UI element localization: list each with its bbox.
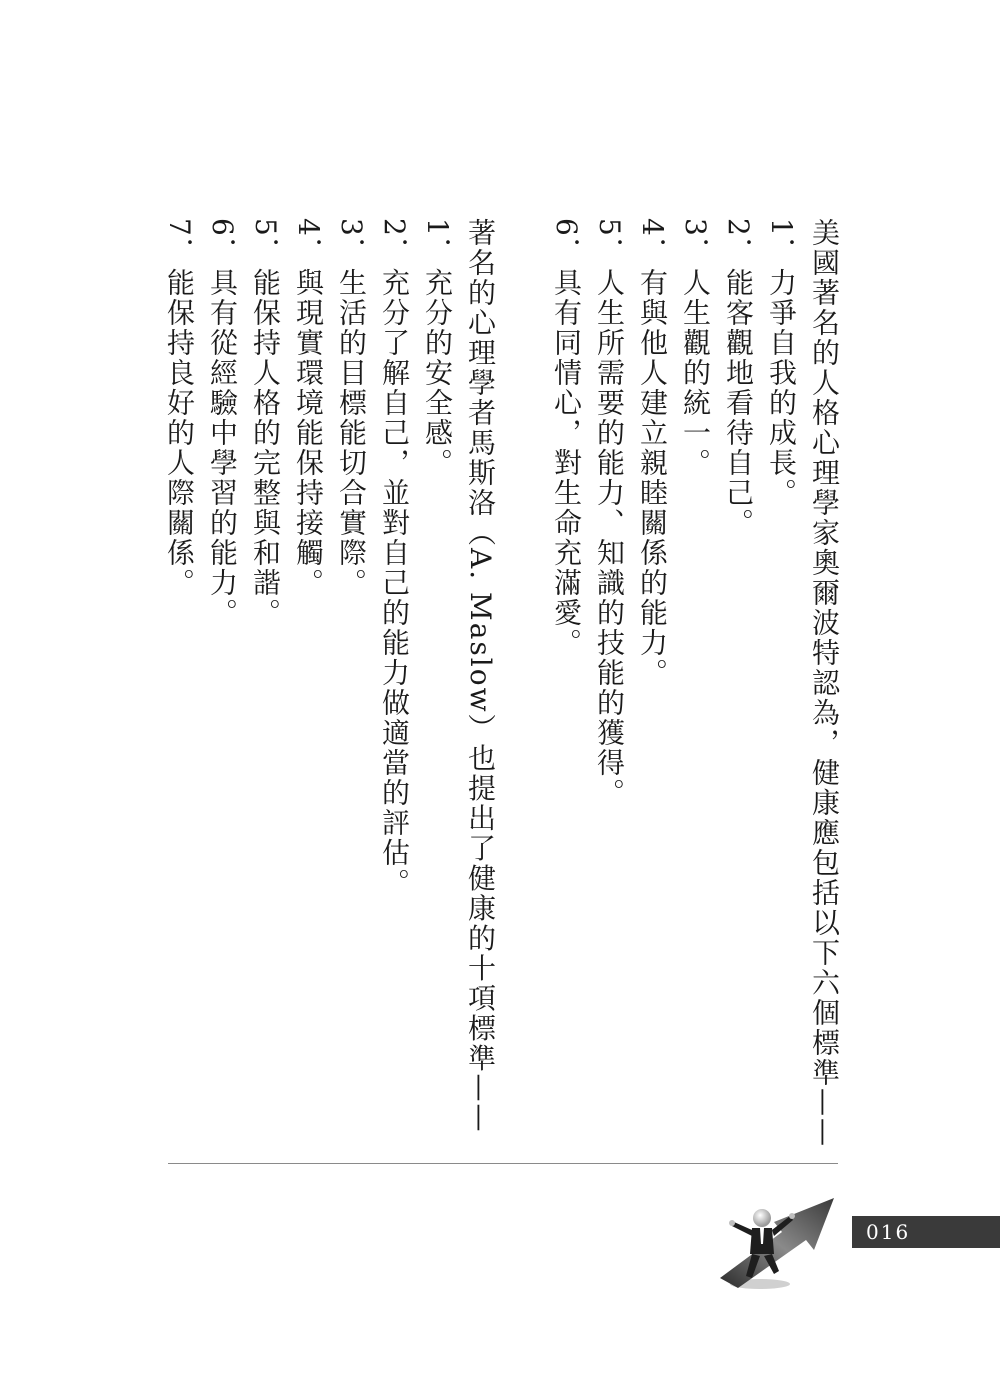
list-item: 5．能保持人格的完整與和諧。 [249,218,282,628]
list-item: 1．充分的安全感。 [421,218,454,478]
list-item: 3．人生觀的統一。 [679,218,712,478]
paragraph-maslow-intro: 著名的心理學者馬斯洛（A. Maslow）也提出了健康的十項標準—— [464,218,497,1134]
businessman-arrow-icon [712,1192,842,1292]
list-item: 3．生活的目標能切合實際。 [335,218,368,598]
list-item: 2．充分了解自己，並對自己的能力做適當的評估。 [378,218,411,898]
list-item: 5．人生所需要的能力、知識的技能的獲得。 [593,218,626,808]
list-item: 6．具有從經驗中學習的能力。 [206,218,239,628]
paragraph-allport-intro: 美國著名的人格心理學家奧爾波特認為，健康應包括以下六個標準—— [808,218,841,1148]
list-item: 7．能保持良好的人際關係。 [163,218,196,598]
list-item: 6．具有同情心，對生命充滿愛。 [550,218,583,658]
list-item: 2．能客觀地看待自己。 [722,218,755,538]
list-item: 1．力爭自我的成長。 [765,218,798,508]
page-number-tab [852,1216,1000,1248]
page-number: 016 [866,1220,911,1244]
footer-divider [168,1163,838,1164]
list-item: 4．與現實環境能保持接觸。 [292,218,325,598]
list-item: 4．有與他人建立親睦關係的能力。 [636,218,669,688]
